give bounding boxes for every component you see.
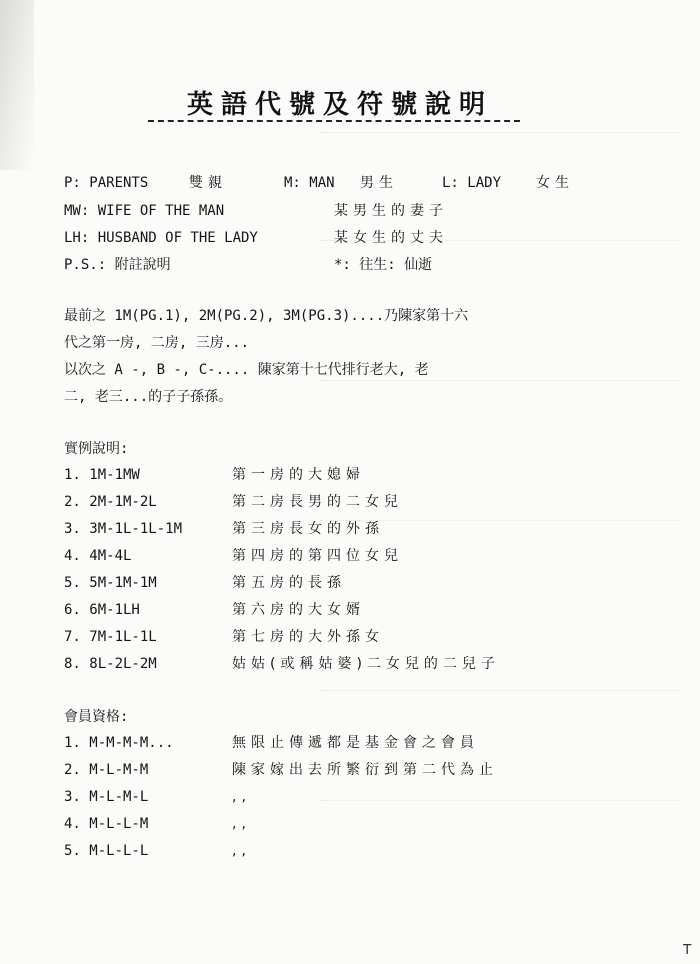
legend-mw: MW: WIFE OF THE MAN: [64, 203, 225, 219]
page-title: 英語代號及符號說明: [186, 90, 493, 120]
corner-mark-icon: ⊤: [682, 939, 692, 958]
item-description: ,,: [232, 816, 251, 832]
legend-lh: LH: HUSBAND OF THE LADY: [64, 230, 258, 246]
item-description: 第四房的第四位女兒: [232, 548, 403, 564]
item-code: 6. 6M-1LH: [64, 602, 140, 618]
item-description: 無限止傳遞都是基金會之會員: [232, 735, 479, 751]
intro-line: 最前之 1M(PG.1), 2M(PG.2), 3M(PG.3)....乃陳家第十六: [64, 308, 469, 324]
title-underline: [148, 120, 520, 122]
item-code: 7. 7M-1L-1L: [64, 629, 157, 645]
legend-m-zh: 男生: [360, 175, 398, 191]
item-description: 第三房長女的外孫: [232, 521, 384, 537]
item-description: 第六房的大女婿: [232, 602, 365, 618]
item-description: ,,: [232, 789, 251, 805]
legend-l-zh: 女生: [536, 175, 574, 191]
legend-lh-zh: 某女生的丈夫: [334, 230, 448, 246]
item-code: 5. 5M-1M-1M: [64, 575, 157, 591]
intro-line: 以次之 A -, B -, C-.... 陳家第十七代排行老大, 老: [64, 362, 429, 378]
item-code: 2. M-L-M-M: [64, 762, 149, 778]
bleed-through: [320, 800, 680, 811]
legend-p-zh: 雙親: [189, 175, 227, 191]
bleed-through: [320, 690, 680, 701]
legend-star: *: 往生: 仙逝: [334, 257, 433, 273]
item-code: 3. 3M-1L-1L-1M: [64, 521, 183, 537]
intro-line: 代之第一房, 二房, 三房...: [64, 335, 250, 351]
item-description: 第一房的大媳婦: [232, 467, 365, 483]
item-code: 1. 1M-1MW: [64, 467, 140, 483]
legend-mw-zh: 某男生的妻子: [334, 203, 448, 219]
item-description: 陳家嫁出去所繁衍到第二代為止: [232, 762, 498, 778]
item-code: 4. 4M-4L: [64, 548, 132, 564]
item-description: ,,: [232, 843, 251, 859]
item-code: 3. M-L-M-L: [64, 789, 149, 805]
item-code: 8. 8L-2L-2M: [64, 656, 157, 672]
membership-heading: 會員資格:: [64, 709, 129, 725]
item-code: 1. M-M-M-M...: [64, 735, 174, 751]
item-description: 第五房的長孫: [232, 575, 346, 591]
legend-ps: P.S.: 附註說明: [64, 257, 171, 273]
item-description: 第七房的大外孫女: [232, 629, 384, 645]
item-description: 姑姑(或稱姑婆)二女兒的二兒子: [232, 656, 500, 672]
item-code: 4. M-L-L-M: [64, 816, 149, 832]
bleed-through: [320, 380, 680, 391]
item-code: 2. 2M-1M-2L: [64, 494, 157, 510]
legend-p: P: PARENTS: [64, 175, 149, 191]
intro-line: 二, 老三...的子子孫孫。: [64, 389, 233, 405]
item-description: 第二房長男的二女兒: [232, 494, 403, 510]
legend-l: L: LADY: [442, 175, 502, 191]
bleed-through: [320, 132, 680, 143]
examples-heading: 實例說明:: [64, 441, 129, 457]
item-code: 5. M-L-L-L: [64, 843, 149, 859]
legend-m: M: MAN: [284, 175, 335, 191]
